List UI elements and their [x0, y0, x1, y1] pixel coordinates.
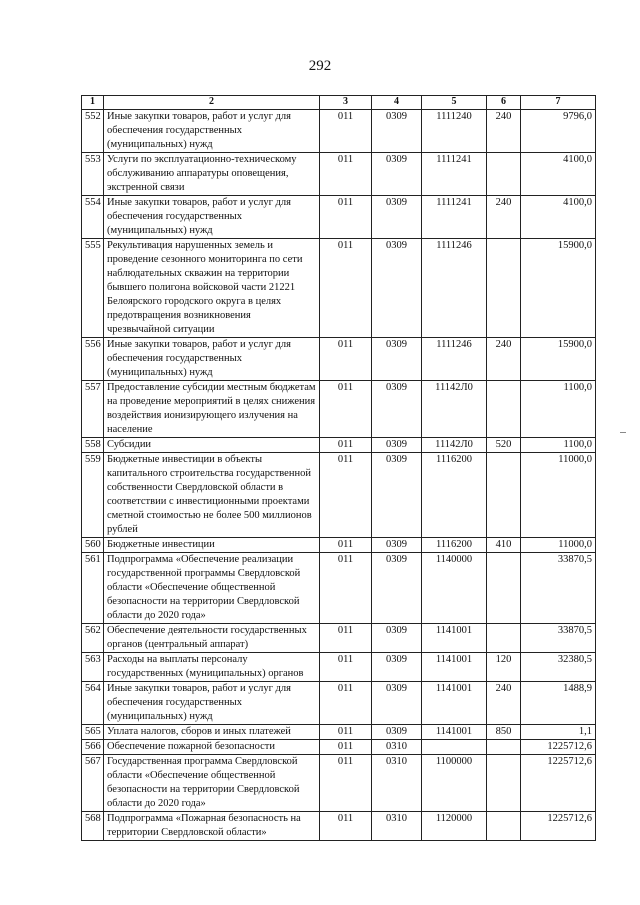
amount-cell: 1225712,6 [521, 740, 596, 755]
target-article-cell: 1141001 [422, 682, 487, 725]
row-name-cell: Обеспечение деятельности государственных органов (центральный аппарат) [104, 624, 320, 653]
table-row [82, 338, 596, 381]
expense-type-cell [487, 812, 521, 841]
section-code-cell: 0309 [372, 624, 422, 653]
table-row [82, 725, 596, 740]
amount-cell: 32380,5 [521, 653, 596, 682]
section-code-cell: 0309 [372, 196, 422, 239]
target-article-cell: 11142Л0 [422, 438, 487, 453]
admin-code-cell: 011 [320, 653, 372, 682]
row-number-cell: 555 [82, 239, 104, 338]
amount-cell: 9796,0 [521, 110, 596, 153]
target-article-cell: 1111240 [422, 110, 487, 153]
row-number-cell: 567 [82, 755, 104, 812]
amount-cell: 4100,0 [521, 153, 596, 196]
admin-code-cell: 011 [320, 438, 372, 453]
section-code-cell: 0309 [372, 110, 422, 153]
amount-cell: 1,1 [521, 725, 596, 740]
expense-type-cell [487, 553, 521, 624]
expense-type-cell [487, 740, 521, 755]
row-number-cell: 553 [82, 153, 104, 196]
row-name-cell: Иные закупки товаров, работ и услуг для обеспечения государственных (муниципальных) нужд [104, 682, 320, 725]
budget-table [81, 95, 596, 841]
admin-code-cell: 011 [320, 725, 372, 740]
amount-cell: 1488,9 [521, 682, 596, 725]
section-code-cell: 0310 [372, 812, 422, 841]
column-header: 6 [487, 96, 521, 110]
amount-cell: 11000,0 [521, 538, 596, 553]
expense-type-cell: 120 [487, 653, 521, 682]
section-code-cell: 0309 [372, 725, 422, 740]
expense-type-cell: 240 [487, 196, 521, 239]
amount-cell: 4100,0 [521, 196, 596, 239]
row-name-cell: Государственная программа Свердловской области «Обеспечение общественной безопасности на территории Свердловской области до 2020 года» [104, 755, 320, 812]
row-name-cell: Бюджетные инвестиции в объекты капитального строительства государственной собственности Свердловской области в соответствии с инвестиционными проектами сметной стоимостью не более 500 миллионов рублей [104, 453, 320, 538]
row-number-cell: 563 [82, 653, 104, 682]
amount-cell: 1225712,6 [521, 812, 596, 841]
table-row [82, 453, 596, 538]
section-code-cell: 0310 [372, 755, 422, 812]
row-name-cell: Подпрограмма «Пожарная безопасность на территории Свердловской области» [104, 812, 320, 841]
target-article-cell [422, 740, 487, 755]
admin-code-cell: 011 [320, 624, 372, 653]
target-article-cell: 1141001 [422, 725, 487, 740]
table-row [82, 538, 596, 553]
admin-code-cell: 011 [320, 338, 372, 381]
table-row [82, 624, 596, 653]
column-header: 3 [320, 96, 372, 110]
table-row [82, 812, 596, 841]
section-code-cell: 0309 [372, 682, 422, 725]
admin-code-cell: 011 [320, 453, 372, 538]
target-article-cell: 1111246 [422, 239, 487, 338]
row-name-cell: Субсидии [104, 438, 320, 453]
target-article-cell: 1116200 [422, 538, 487, 553]
admin-code-cell: 011 [320, 110, 372, 153]
row-number-cell: 568 [82, 812, 104, 841]
amount-cell: 33870,5 [521, 553, 596, 624]
row-name-cell: Иные закупки товаров, работ и услуг для обеспечения государственных (муниципальных) нужд [104, 110, 320, 153]
amount-cell: 33870,5 [521, 624, 596, 653]
table-row [82, 553, 596, 624]
admin-code-cell: 011 [320, 553, 372, 624]
row-name-cell: Иные закупки товаров, работ и услуг для обеспечения государственных (муниципальных) нужд [104, 196, 320, 239]
expense-type-cell [487, 239, 521, 338]
row-name-cell: Рекультивация нарушенных земель и проведение сезонного мониторинга по сети наблюдательных скважин на территории бывшего полигона войсковой части 21221 Белоярского городского округа в целях предотвращения возникновения чрезвычайной ситуации [104, 239, 320, 338]
row-number-cell: 552 [82, 110, 104, 153]
row-number-cell: 566 [82, 740, 104, 755]
page-number: 292 [308, 58, 332, 74]
expense-type-cell: 410 [487, 538, 521, 553]
row-number-cell: 557 [82, 381, 104, 438]
target-article-cell: 1141001 [422, 624, 487, 653]
target-article-cell: 1141001 [422, 653, 487, 682]
expense-type-cell: 520 [487, 438, 521, 453]
amount-cell: 1100,0 [521, 381, 596, 438]
expense-type-cell [487, 453, 521, 538]
expense-type-cell: 240 [487, 338, 521, 381]
row-number-cell: 556 [82, 338, 104, 381]
margin-mark [620, 432, 626, 433]
admin-code-cell: 011 [320, 740, 372, 755]
amount-cell: 1100,0 [521, 438, 596, 453]
amount-cell: 11000,0 [521, 453, 596, 538]
section-code-cell: 0309 [372, 381, 422, 438]
target-article-cell: 1111246 [422, 338, 487, 381]
row-number-cell: 565 [82, 725, 104, 740]
row-name-cell: Обеспечение пожарной безопасности [104, 740, 320, 755]
target-article-cell: 1111241 [422, 196, 487, 239]
section-code-cell: 0309 [372, 453, 422, 538]
admin-code-cell: 011 [320, 153, 372, 196]
table-row [82, 153, 596, 196]
row-name-cell: Бюджетные инвестиции [104, 538, 320, 553]
table-row [82, 653, 596, 682]
target-article-cell: 1116200 [422, 453, 487, 538]
table-row [82, 239, 596, 338]
admin-code-cell: 011 [320, 239, 372, 338]
table-row [82, 110, 596, 153]
table-row [82, 740, 596, 755]
target-article-cell: 1120000 [422, 812, 487, 841]
expense-type-cell [487, 624, 521, 653]
target-article-cell: 1140000 [422, 553, 487, 624]
admin-code-cell: 011 [320, 538, 372, 553]
row-number-cell: 564 [82, 682, 104, 725]
table-row [82, 438, 596, 453]
section-code-cell: 0309 [372, 239, 422, 338]
row-name-cell: Предоставление субсидии местным бюджетам на проведение мероприятий в целях снижения воздействия ионизирующего излучения на население [104, 381, 320, 438]
expense-type-cell [487, 381, 521, 438]
section-code-cell: 0309 [372, 338, 422, 381]
target-article-cell: 1100000 [422, 755, 487, 812]
amount-cell: 1225712,6 [521, 755, 596, 812]
admin-code-cell: 011 [320, 196, 372, 239]
target-article-cell: 1111241 [422, 153, 487, 196]
row-name-cell: Расходы на выплаты персоналу государственных (муниципальных) органов [104, 653, 320, 682]
row-number-cell: 559 [82, 453, 104, 538]
table-row [82, 755, 596, 812]
row-number-cell: 554 [82, 196, 104, 239]
admin-code-cell: 011 [320, 381, 372, 438]
amount-cell: 15900,0 [521, 338, 596, 381]
amount-cell: 15900,0 [521, 239, 596, 338]
expense-type-cell: 240 [487, 682, 521, 725]
section-code-cell: 0310 [372, 740, 422, 755]
section-code-cell: 0309 [372, 553, 422, 624]
section-code-cell: 0309 [372, 653, 422, 682]
row-number-cell: 561 [82, 553, 104, 624]
row-name-cell: Уплата налогов, сборов и иных платежей [104, 725, 320, 740]
table-row [82, 682, 596, 725]
section-code-cell: 0309 [372, 538, 422, 553]
column-header: 7 [521, 96, 596, 110]
section-code-cell: 0309 [372, 438, 422, 453]
section-code-cell: 0309 [372, 153, 422, 196]
row-name-cell: Услуги по эксплуатационно-техническому обслуживанию аппаратуры оповещения, экстренной связи [104, 153, 320, 196]
expense-type-cell [487, 755, 521, 812]
row-name-cell: Иные закупки товаров, работ и услуг для обеспечения государственных (муниципальных) нужд [104, 338, 320, 381]
admin-code-cell: 011 [320, 682, 372, 725]
admin-code-cell: 011 [320, 755, 372, 812]
target-article-cell: 11142Л0 [422, 381, 487, 438]
row-number-cell: 562 [82, 624, 104, 653]
table-row [82, 196, 596, 239]
expense-type-cell: 240 [487, 110, 521, 153]
expense-type-cell [487, 153, 521, 196]
row-number-cell: 558 [82, 438, 104, 453]
row-number-cell: 560 [82, 538, 104, 553]
column-header: 2 [104, 96, 320, 110]
admin-code-cell: 011 [320, 812, 372, 841]
column-header: 4 [372, 96, 422, 110]
column-header: 5 [422, 96, 487, 110]
expense-type-cell: 850 [487, 725, 521, 740]
table-row [82, 381, 596, 438]
column-header: 1 [82, 96, 104, 110]
row-name-cell: Подпрограмма «Обеспечение реализации государственной программы Свердловской области «Обеспечение общественной безопасности на территории Свердловской области до 2020 года» [104, 553, 320, 624]
header-row [82, 96, 596, 110]
